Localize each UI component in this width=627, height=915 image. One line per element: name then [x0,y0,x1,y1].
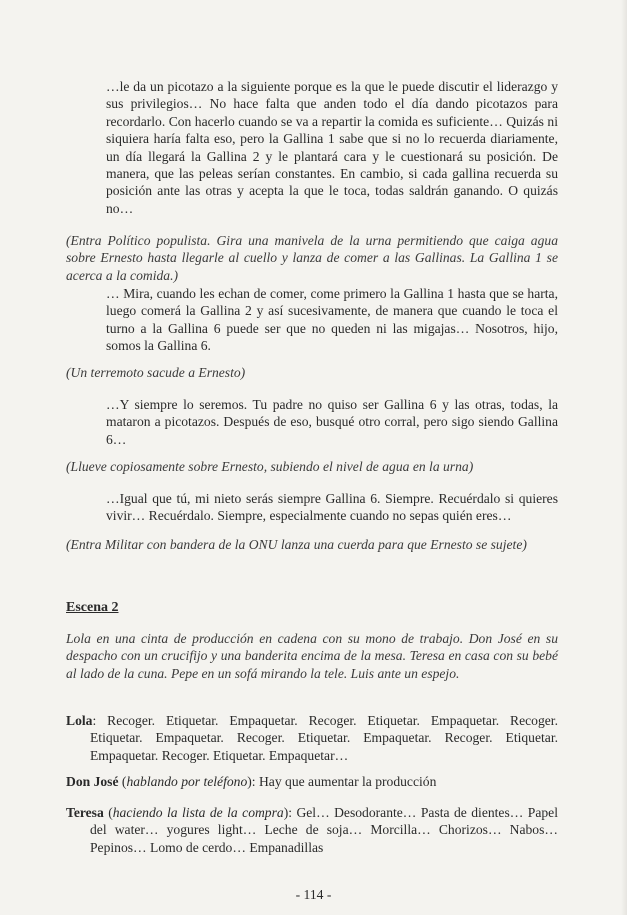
dialogue-paragraph-2: … Mira, cuando les echan de comer, come primero la Gallina 1 hasta que se harta, luego comerá la Gallina 2 y así sucesivamente, de manera que cuando le toca el turno a la Gallina 6 puede ser que no queden ni las migajas… Nosotros, hijo, somos la Gallina 6. [106,286,558,354]
speaker-don-jose: Don José [66,774,119,789]
aside-don-jose: hablando por teléfono [126,774,248,789]
speaker-teresa: Teresa [66,805,104,820]
line-lola-text: : Recoger. Etiquetar. Empaquetar. Recoger. Etiquetar. Empaquetar. Recoger. Etiquetar. Empaquetar. Recoger. Etiquetar. Empaquetar. Recoger. Etiquetar. Empaquetar. Recoger. Etiquetar. Empaquetar… [90,713,558,763]
stage-direction-1: (Entra Político populista. Gira una manivela de la urna permitiendo que caiga agua sobre Ernesto hasta llegarle al cuello y lanza de comer a las Gallinas. La Gallina 1 se acerca a la comida.) [66,233,558,283]
stage-direction-2: (Un terremoto sacude a Ernesto) [66,365,246,380]
line-teresa-text: : Gel… Desodorante… Pasta de dientes… Papel del water… yogures light… Leche de soja… Morcilla… Chorizos… Nabos… Pepinos… Lomo de cerdo… Empanadillas [90,805,558,855]
dialogue-paragraph-4: …Igual que tú, mi nieto serás siempre Gallina 6. Siempre. Recuérdalo si quieres vivir… Recuérdalo. Siempre, especialmente cuando no sepas quién eres… [106,491,558,524]
page-number: - 114 - [295,887,332,902]
stage-direction-4: (Entra Militar con bandera de la ONU lanza una cuerda para que Ernesto se sujete) [66,537,527,552]
line-teresa: Teresa (haciendo la lista de la compra): Gel… Desodorante… Pasta de dientes… Papel del water… yogures light… Leche de soja… Morcilla… Chorizos… Nabos… Pepinos… Lomo de cerdo… Empanadillas [66,805,558,855]
page-edge-shadow [621,0,627,915]
line-lola [66,712,558,764]
aside-teresa: haciendo la lista de la compra [112,805,284,820]
speaker-lola: Lola [66,713,93,728]
dialogue-paragraph-3: …Y siempre lo seremos. Tu padre no quiso ser Gallina 6 y las otras, todas, la mataron a picotazos. Después de eso, busqué otro corral, pero sigo siendo Gallina 6… [106,397,558,447]
scene-heading: Escena 2 [66,600,119,615]
scene-direction: Lola en una cinta de producción en cadena con su mono de trabajo. Don José en su despacho con un crucifijo y una banderita encima de la mesa. Teresa en casa con su bebé al lado de la cuna. Pepe en un sofá mirando la tele. Luis ante un espejo. [66,631,558,681]
stage-direction-3: (Llueve copiosamente sobre Ernesto, subiendo el nivel de agua en la urna) [66,459,474,474]
line-don-jose-text: : Hay que aumentar la producción [251,774,437,789]
line-don-jose: Don José (hablando por teléfono): Hay que aumentar la producción [66,774,437,789]
dialogue-paragraph-1: …le da un picotazo a la siguiente porque es la que le puede discutir el liderazgo y sus privilegios… No hace falta que anden todo el día dando picotazos para recordarlo. Con hacerlo cuando se va a repartir la comida es suficiente… Quizás ni siquiera haría falta eso, pero la Gallina 1 sabe que si no lo recuerda diariamente, un día llegará la Gallina 2 y le plantará cara y le cuestionará su posición. De manera, que las peleas serían constantes. En cambio, si cada gallina recuerda su posición ante las otras y acepta la que le toca, todas saldrán ganando. O quizás no… [106,79,558,216]
